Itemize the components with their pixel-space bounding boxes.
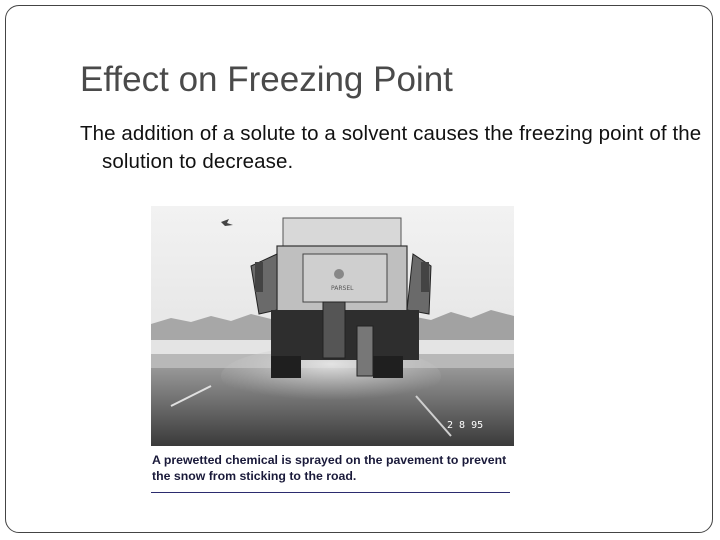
photo-date-stamp: 2 8 95 (447, 420, 484, 431)
photo-caption: A prewetted chemical is sprayed on the pavement to prevent the snow from sticking to the road. (152, 453, 507, 483)
slide-title: Effect on Freezing Point (80, 60, 453, 99)
snowplow-photo (151, 206, 514, 446)
caption-rule (151, 492, 510, 493)
truck-label: PARSEL (331, 285, 354, 292)
slide-body-text: The addition of a solute to a solvent causes the freezing point of the solution to decrease. (80, 122, 702, 173)
